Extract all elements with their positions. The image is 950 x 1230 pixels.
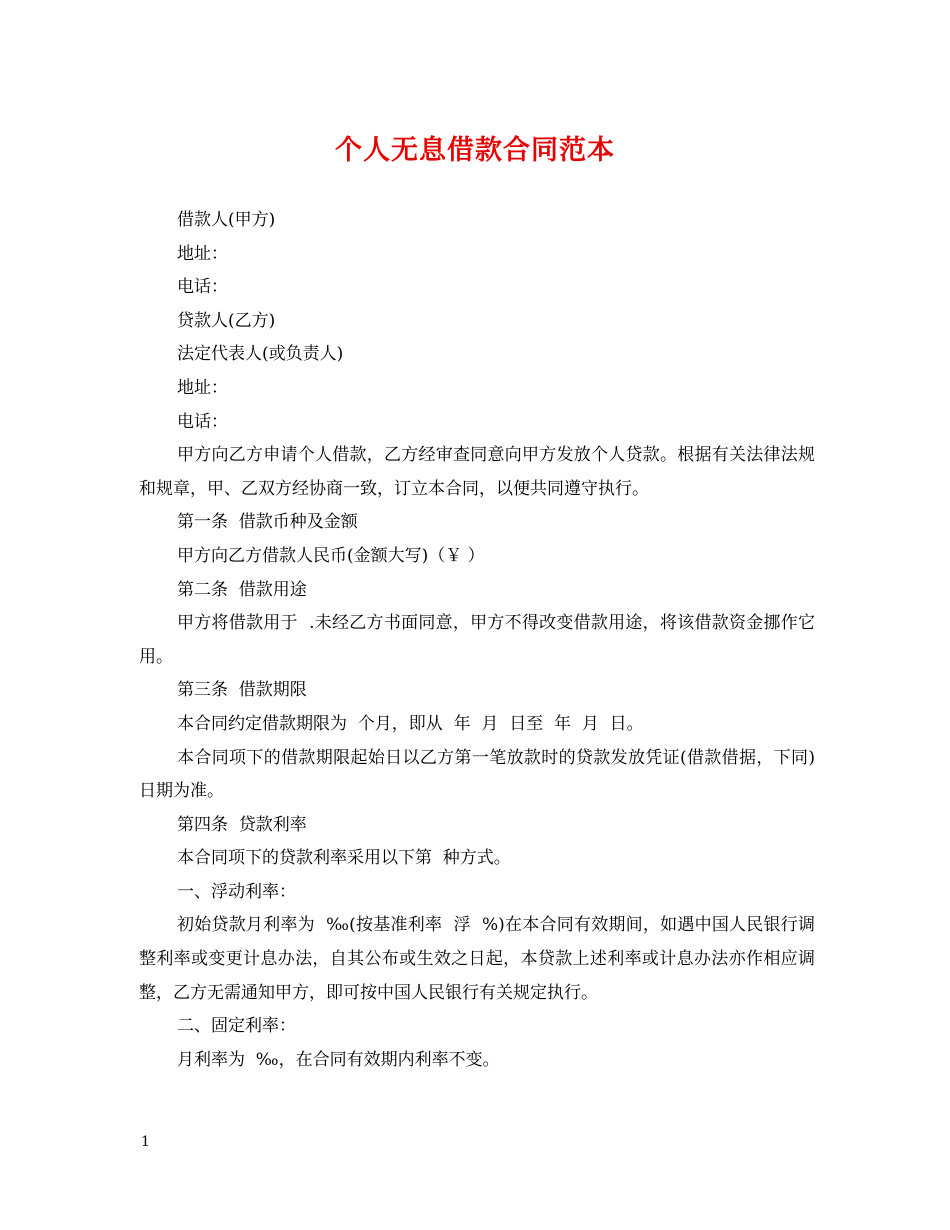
lender-party-b-line: 贷款人(乙方) — [177, 310, 276, 331]
fixed-rate-heading: 二、固定利率： — [177, 1016, 296, 1037]
article-2-text: 甲方将借款用于 .未经乙方书面同意，甲方不得改变借款用途，将该借款资金挪作它用。 — [139, 613, 815, 667]
article-4-heading: 第四条 贷款利率 — [177, 814, 307, 835]
article-1-heading: 第一条 借款币种及金额 — [177, 512, 358, 533]
document-body — [139, 204, 815, 1077]
article-3-term-text: 本合同约定借款期限为 个月，即从 年 月 日至 年 月 日。 — [177, 713, 644, 734]
document-title: 个人无息借款合同范本 — [335, 135, 615, 166]
party-b-address-line: 地址： — [177, 377, 228, 398]
article-2-heading: 第二条 借款用途 — [177, 579, 307, 600]
article-3-start-date-text: 本合同项下的借款期限起始日以乙方第一笔放款时的贷款发放凭证(借款借据，下同)日期为准。 — [139, 747, 815, 802]
page-number: 1 — [141, 1134, 150, 1150]
fixed-rate-text: 月利率为 ‰，在合同有效期内利率不变。 — [177, 1049, 500, 1070]
article-1-text: 甲方向乙方借款人民币(金额大写)（￥ ） — [177, 545, 485, 566]
legal-representative-line: 法定代表人(或负责人) — [177, 344, 344, 365]
preamble-paragraph: 甲方向乙方申请个人借款，乙方经审查同意向甲方发放个人贷款。根据有关法律法规和规章，甲、乙双方经协商一致，订立本合同，以便共同遵守执行。 — [139, 445, 815, 499]
party-a-address-line: 地址： — [177, 243, 228, 264]
article-3-heading: 第三条 借款期限 — [177, 680, 307, 701]
party-a-phone-line: 电话： — [177, 277, 228, 298]
party-b-phone-line: 电话： — [177, 411, 228, 432]
article-4-intro-text: 本合同项下的贷款利率采用以下第 种方式。 — [177, 848, 511, 869]
floating-rate-heading: 一、浮动利率： — [177, 881, 296, 902]
floating-rate-text: 初始贷款月利率为 ‰(按基准利率 浮 %)在本合同有效期间，如遇中国人民银行调整利率或变更计息办法，自其公布或生效之日起，本贷款上述利率或计息办法亦作相应调整，乙方无需通知甲方，即可按中国人民银行有关规定执行。 — [139, 915, 815, 1003]
borrower-party-a-line: 借款人(甲方) — [177, 210, 276, 230]
